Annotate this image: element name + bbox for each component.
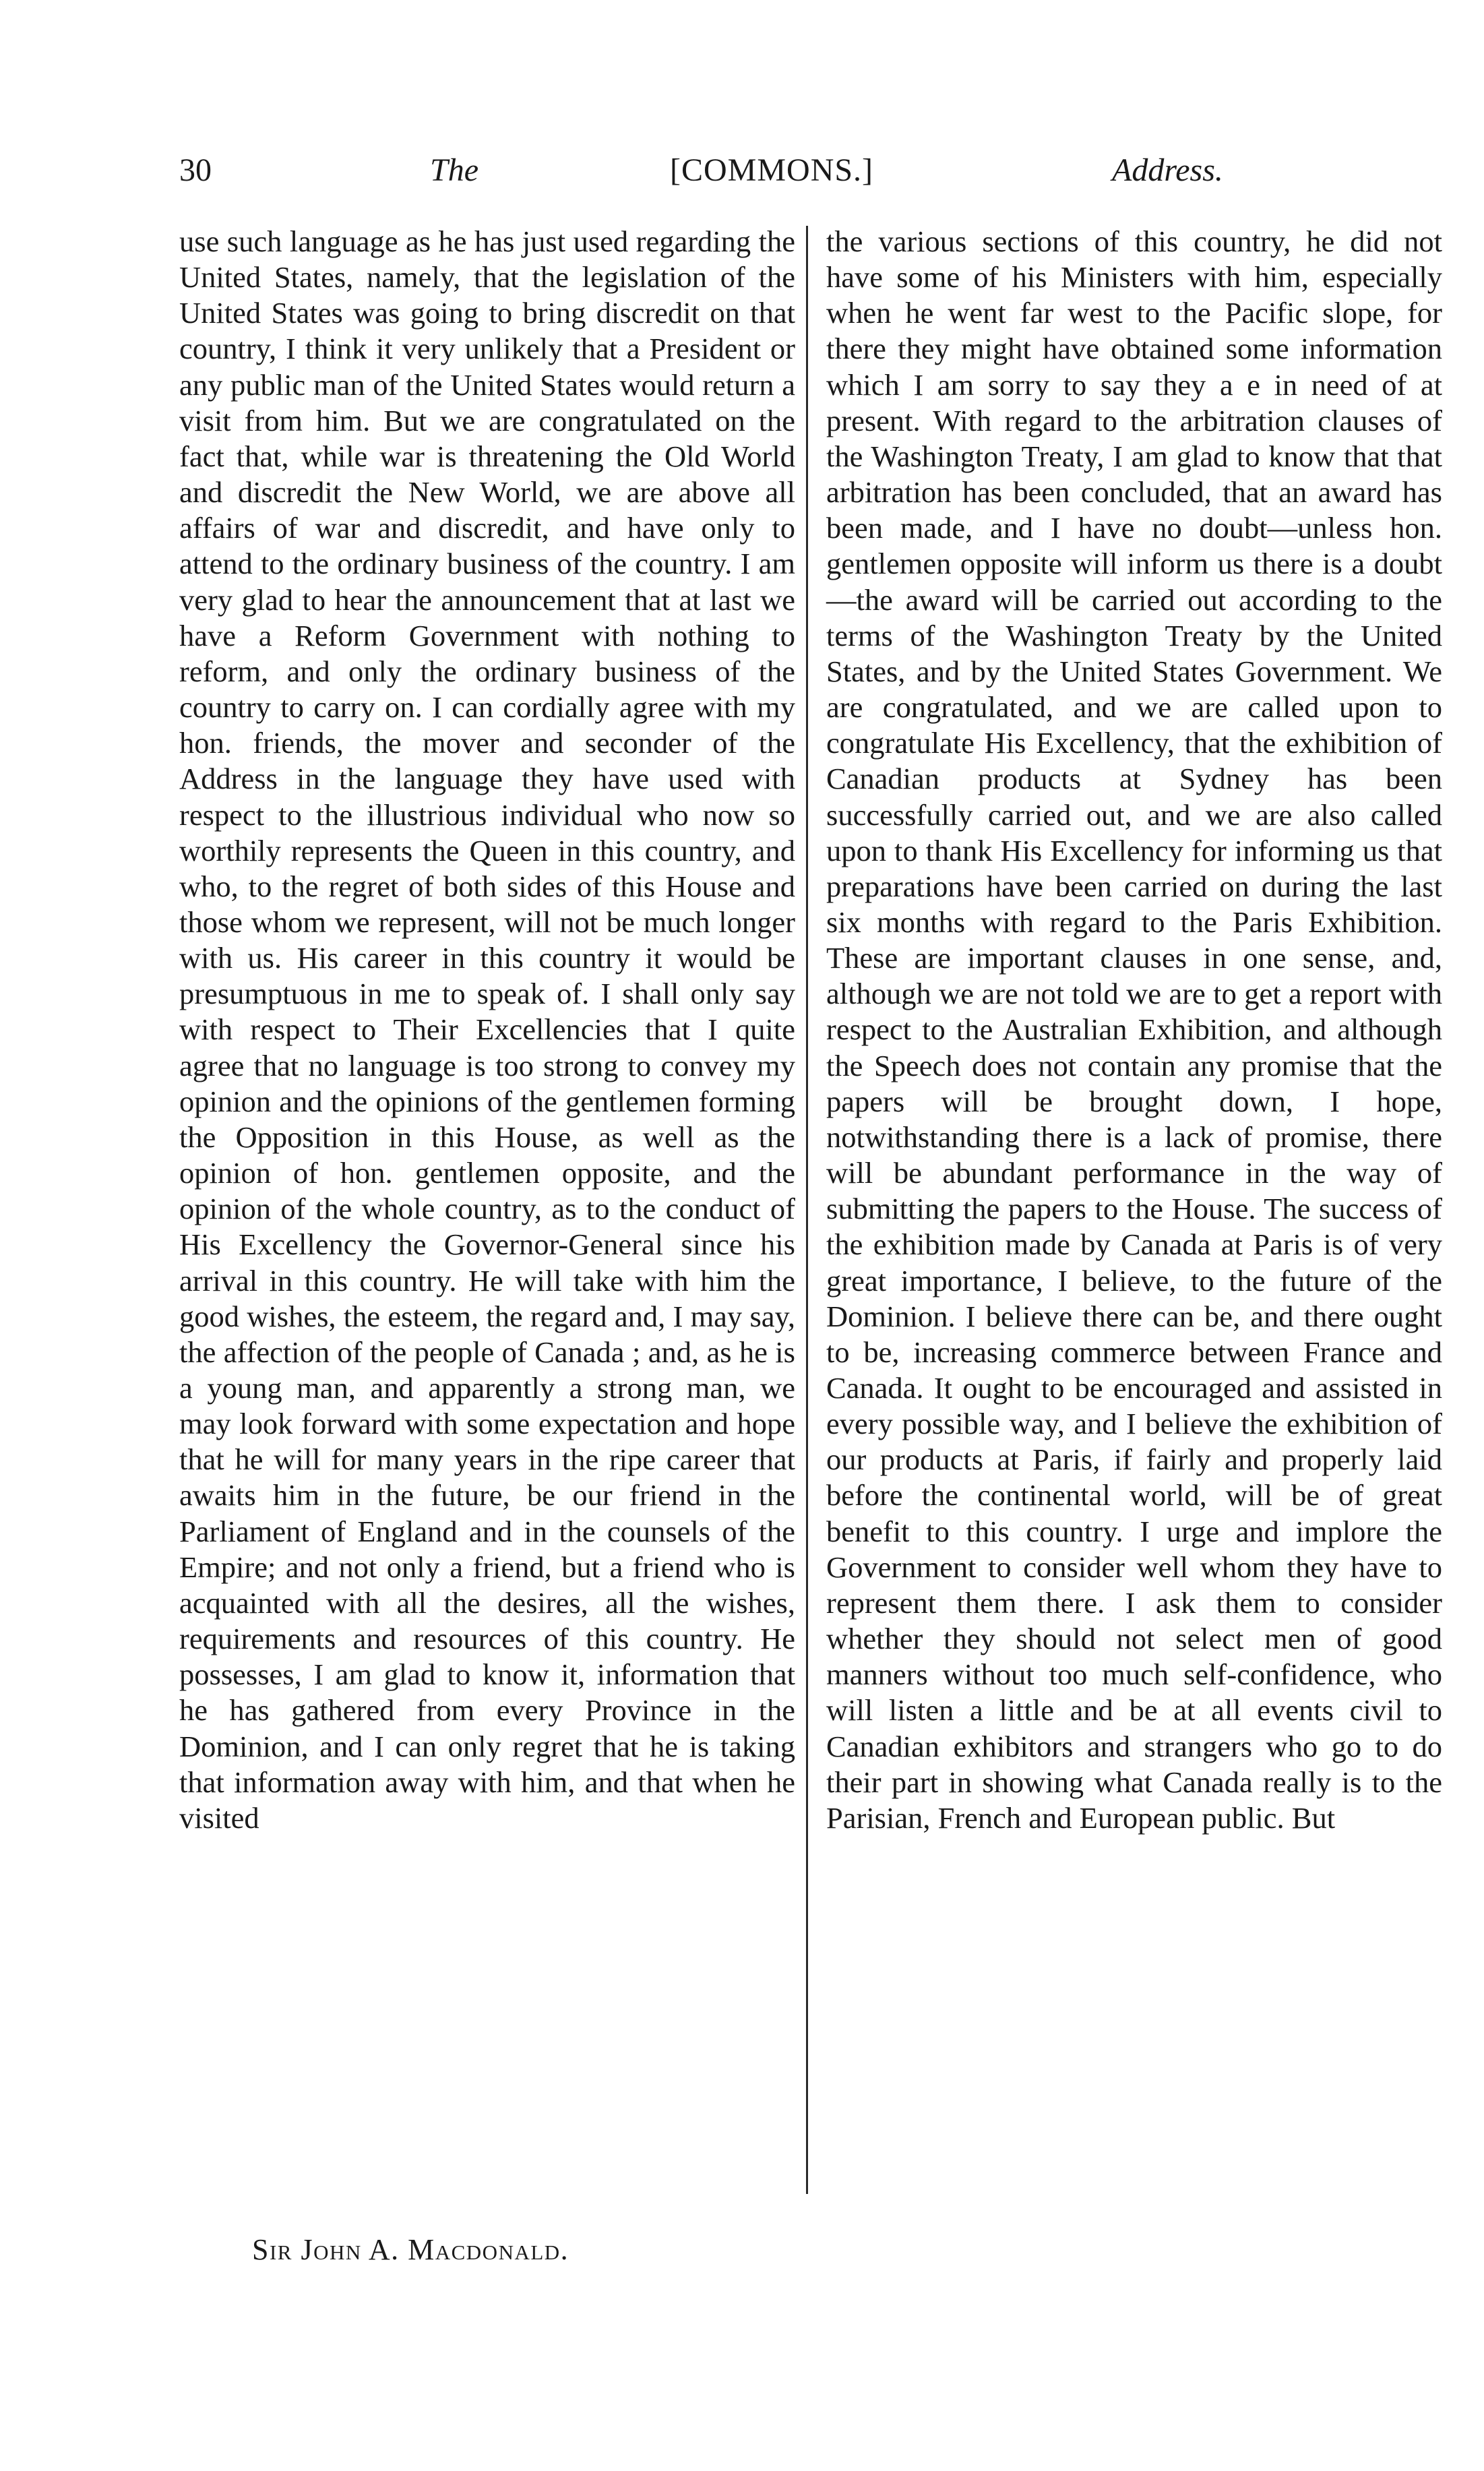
right-column — [826, 224, 1442, 1836]
header-left-title: The — [430, 152, 478, 188]
right-column-text: the various sections of this country, he did not have some of his Ministers with him, especially when he went far west to the Pacific slope, for there they might have obtained some information which I am sorry to say they a e in need of at present. With regard to the arbitration clauses of the Washington Treaty, I am glad to know that that arbitration has been concluded, that an award has been made, and I have no doubt—unless hon. gentlemen opposite will inform us there is a doubt—the award will be carried out according to the terms of the Washington Treaty by the United States, and by the United States Government. We are congratulated, and we are called upon to congratulate His Excellency, that the exhibition of Canadian products at Sydney has been successfully carried out, and we are also called upon to thank His Excellency for informing us that preparations have been carried on during the last six months with regard to the Paris Exhibition. These are important clauses in one sense, and, although we are not told we are to get a report with respect to the Australian Exhibition, and although the Speech does not contain any promise that the papers will be brought down, I hope, notwithstanding there is a lack of promise, there will be abundant performance in the way of submitting the papers to the House. The success of the exhibition made by Canada at Paris is of very great importance, I believe, to the future of the Dominion. I believe there can be, and there ought to be, increasing commerce between France and Canada. It ought to be encouraged and assisted in every possible way, and I believe the exhibition of our products at Paris, if fairly and properly laid before the continental world, will be of great benefit to this country. I urge and implore the Government to consider well whom they have to represent them there. I ask them to consider whether they should not select men of good manners without too much self-confidence, who will listen a little and be at all events civil to Canadian exhibitors and strangers who go to do their part in showing what Canada really is to the Parisian, French and European public. But — [826, 224, 1442, 1835]
left-column — [179, 224, 795, 1836]
speaker-attribution: Sir John A. Macdonald. — [252, 2233, 569, 2266]
page-number: 30 — [179, 152, 212, 188]
left-column-text: use such language as he has just used regarding the United States, namely, that the legislation of the United States was going to bring discredit on that country, I think it very unlikely that a President or any public man of the United States would return a visit from him. But we are congratulated on the fact that, while war is threatening the Old World and discredit the New World, we are above all affairs of war and discredit, and have only to attend to the ordinary business of the country. I am very glad to hear the announcement that at last we have a Reform Government with nothing to reform, and only the ordinary business of the country to carry on. I can cordially agree with my hon. friends, the mover and seconder of the Address in the language they have used with respect to the illustrious individual who now so worthily represents the Queen in this country, and who, to the regret of both sides of this House and those whom we represent, will not be much longer with us. His career in this country it would be presumptuous in me to speak of. I shall only say with respect to Their Excellencies that I quite agree that no language is too strong to convey my opinion and the opinions of the gentlemen forming the Opposition in this House, as well as the opinion of hon. gentlemen opposite, and the opinion of the whole country, as to the conduct of His Excellency the Governor-General since his arrival in this country. He will take with him the good wishes, the esteem, the regard and, I may say, the affection of the people of Canada ; and, as he is a young man, and apparently a strong man, we may look forward with some expectation and hope that he will for many years in the ripe career that awaits him in the future, be our friend in the Parliament of England and in the counsels of the Empire; and not only a friend, but a friend who is acquainted with all the desires, all the wishes, requirements and resources of this country. He possesses, I am glad to know it, information that he has gathered from every Province in the Dominion, and I can only regret that he is taking that information away with him, and that when he visited — [179, 224, 795, 1835]
header-center-title: [COMMONS.] — [670, 152, 874, 188]
header-right-title: Address. — [1112, 152, 1223, 188]
column-divider — [806, 226, 808, 2194]
running-header — [179, 147, 1237, 194]
